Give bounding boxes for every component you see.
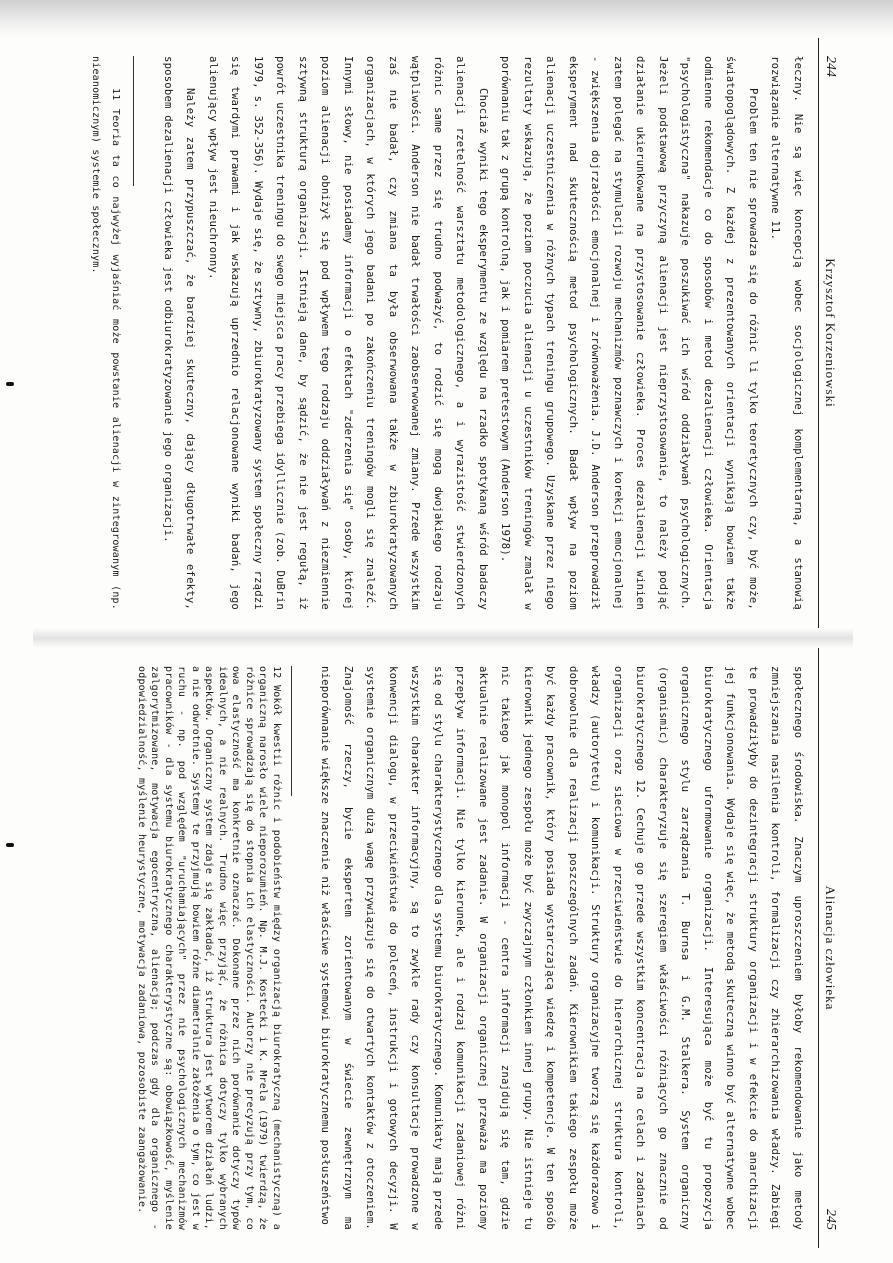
book-gutter	[33, 628, 853, 648]
right-page-number: 245	[823, 1209, 838, 1230]
scan-mark	[6, 843, 14, 847]
left-running-head	[818, 38, 841, 628]
paragraph: Problem ten nie sprowadza się do różnic li tylko teoretycznych czy, być może, światopoglądowych. Z każdej z prezentowanych orientacji wynikają bowiem także odmienne rekomendacje co do sposobów i metod dezalienacji człowieka. Orientacja "psychologistyczna" nakazuje poszukiwać ich wśród oddziaływań psychologicznych. Jeżeli podstawową przyczyną alienacji jest nieprzystosowanie, to należy podjąć działanie ukierunkowane na przystosowanie człowieka. Proces dezalienacji winien zatem polegać na stymulacji rozwoju mechanizmów poznawczych i korekcji emocjonalnej - zwiększenia dojrzałości emocjonalnej i zrównoważenia. J.D. Anderson przeprowadził eksperyment nad skutecznością metod psychologicznych. Badał wpływ na poziom alienacji uczestniczenia w różnych typach treningu grupowego. Uzyskane przez niego rezultaty wskazują, że poziom poczucia alienacji u uczestników treningów zmalał w porównaniu tak z grupą kontrolną, jak i pomiarem pretestowym (Anderson 1978).	[499, 56, 759, 610]
right-running-head	[818, 648, 841, 1248]
right-running-title: Alienacja człowieka	[823, 885, 838, 1011]
right-page-body	[135, 666, 810, 1230]
paragraph: Należy zatem przypuszczać, że bardziej skuteczny, dający długotrwałe efekty, sposobem dezalienacji człowieka jest odbiurokratyzowanie jego organizacji.	[162, 56, 197, 610]
left-page-body	[86, 56, 810, 610]
left-running-title: Krzysztof Korzeniowski	[823, 258, 838, 408]
footnote: 11 Teoria ta co najwyżej wyjaśniać może powstanie alienacji w zintegrowanym (np. nieanomicznym) systemie społecznym.	[90, 56, 122, 610]
footnote-rule	[134, 56, 135, 186]
footnote: 12 Wokół kwestii różnic i podobieństw między organizacją biurokratyczną (mechanistyczną) a organiczną narosło wiele nieporozumień. Np. M.J. Kostecki i K. Mrela (1979) twierdzą, że różnice sprowadzają się do stopnia ich elastyczności. Autorzy nie precyzują przy tym, co owa elastyczność ma konkretnie oznaczać. Dokonane przez nich porównanie dotyczy typów idealnych, a nie realnych. Trudno więc przyjąć, że różnica dotyczy tylko wybranych aspektów. Organiczny system zdaje się zakładać, iż struktura jest wytworem działań ludzi, a nie odwrotnie. Systemy te przyjmują bowiem różne diametralnie założenia o tym, co jest w ruchu - np. pod względem "uruchamiających" przez nie psychologicznych mechanizmów pracowników - dla systemu biurokratycznego charakterystyczne są: obowiązkowość, myślenie zalgorytmizowane, motywacja egocentryczna, alienacja; podczas gdy dla organicznego - odpowiedzialność, myślenie heurystyczne, motywacja zadaniowa, pozosobiste zaangażowanie.	[136, 666, 282, 1230]
scan-edge-shadow	[0, 0, 893, 38]
right-page	[0, 648, 893, 1248]
footnote-rule	[291, 666, 292, 796]
left-page	[0, 38, 893, 628]
left-page-number: 244	[823, 56, 838, 77]
scan-mark	[6, 382, 14, 386]
paragraph: łeczny. Nie są więc koncepcją wobec socjologicznej komplementarną, a stanowią rozwiązanie alternatywne 11.	[769, 56, 804, 610]
paragraph: Chociaż wyniki tego eksperymentu ze względu na rzadko spotykaną wśród badaczy alienacji rzetelność warsztatu metodologicznego, a i wyrazistość stwierdzonych różnic same przez się trudno podważyć, to rodzić się mogą dwojakiego rodzaju wątpliwości. Anderson nie badał trwałości zaobserwowanej zmiany. Przede wszystkim zaś nie badał, czy zmiana ta była obserwowana także w zbiurokratyzowanych organizacjach, w których jego badani po zakończeniu treningów mogli się znaleźć. Innymi słowy, nie posiadamy informacji o efektach "zderzenia się" osoby, której poziom alienacji obniżył się pod wpływem tego rodzaju oddziaływań z niezmiennie sztywną strukturą organizacji. Istnieją dane, by sądzić, że nie jest regułą, iż powrót uczestnika treningu do swego miejsca pracy przebiega idyllicznie (zob. DuBrin 1979, s. 352-356). Wydaje się, że sztywny, zbiurokratyzowany system społeczny rządzi się twardymi prawami i jak wskazują uprzednio relacjonowane wyniki badań, jego alienujący wpływ jest nieuchronny.	[207, 56, 489, 610]
paragraph: społecznego środowiska. Znaczym uproszczeniem byłoby rekomendowanie jako metody zmniejszania nasilenia kontroli, formalizacji czy zhierarchizowania władzy. Zabiegi te prowadziłyby do dezintegracji struktury organizacji i w efekcie do anarchizacji jej funkcjonowania. Wydaje się więc, że metodą skuteczną winno być alternatywne wobec biurokratycznego uformowanie organizacji. Interesująca może być tu propozycja organicznego stylu zarządzania T. Burnsa i G.M. Stalkera. System organiczny (organismic) charakteryzuje się szeregiem właściwości różniących go znacznie od biurokratycznego 12. Cechuje go przede wszystkim koncentracja na celach i zadaniach organizacji oraz sieciowa w przeciwieństwie do hierarchicznej struktura kontroli, władzy (autorytetu) i komunikacji. Struktury organizacyjne tworzą się każdorazowo i dobrowolnie dla realizacji poszczególnych zadań. Kierownikiem takiego zespołu może być każdy pracownik, który posiada wystarczającą wiedzę i kompetencje. W ten sposób kierownik jednego zespołu może być zwyczajnym członkiem innej grupy. Nie istnieje tu nic takiego jak monopol informacji - centra informacji znajdują się tam, gdzie aktualnie realizowane jest zadanie. W organizacji organicznej przeważa ma poziomy przepływ informacji. Nie tylko kierunek, ale i rodzaj komunikacji zadaniowej różni się od stylu charakterystycznego dla systemu biurokratycznego. Komunikaty mają przede wszystkim charakter informacyjny, są to zwykle rady czy konsultacje prowadzone w konwencji dialogu, w przeciwieństwie do poleceń, instrukcji i gotowych decyzji. W systemie organicznym dużą wagę przywiązuje się do otwartych kontaktów z otoczeniem. Znajomość rzeczy, bycie ekspertem zorientowanym w świecie zewnętrznym ma nieporównanie większe znaczenie niż właściwe systemowi biurokratycznemu posłuszeństwo	[319, 666, 804, 1230]
